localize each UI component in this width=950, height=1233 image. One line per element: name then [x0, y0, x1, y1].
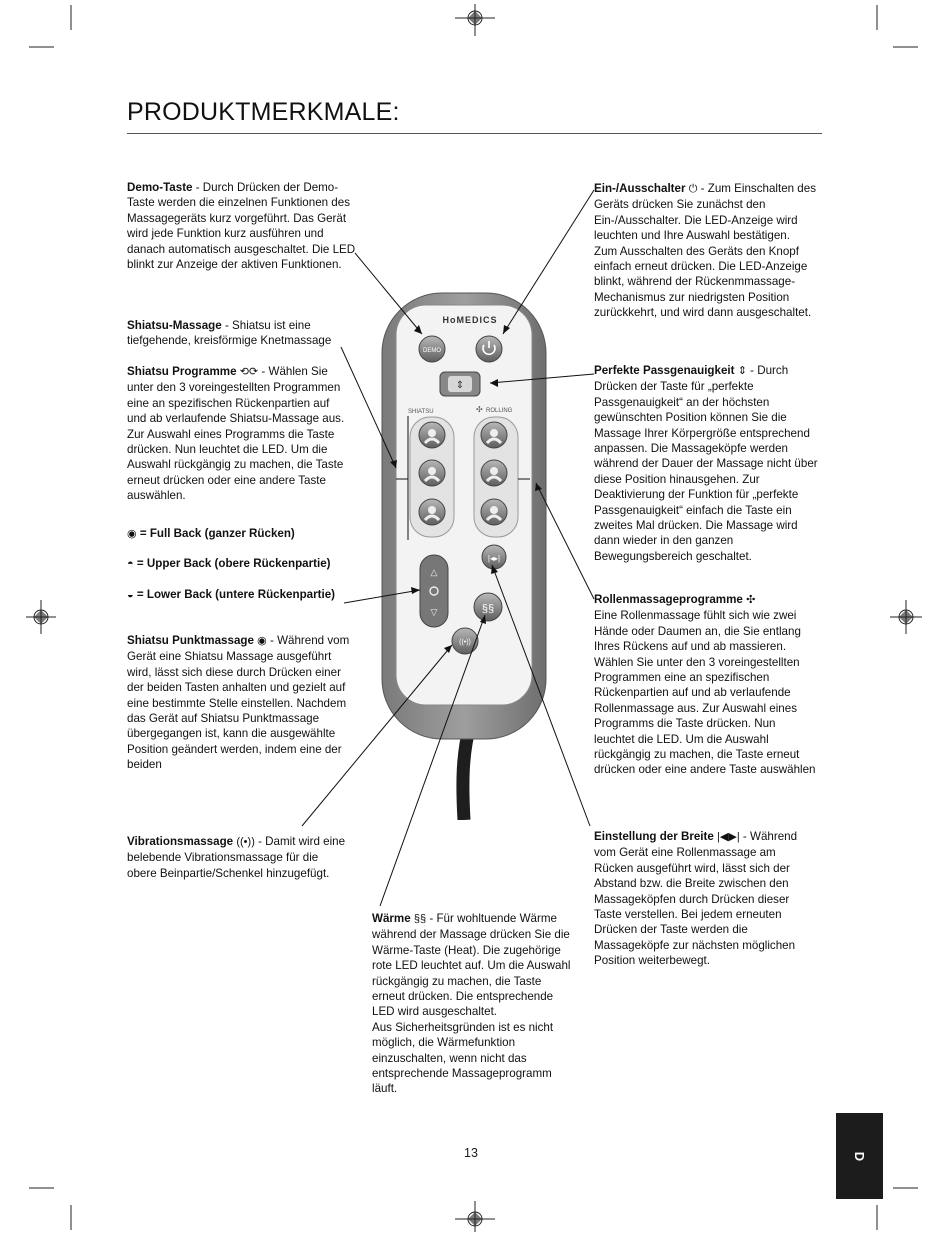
warmth-text: - Für wohltuende Wärme während der Massage drücken Sie die Wärme-Taste (Heat). Die zugehörige rote LED leuchtet auf. Um die Auswahl rückgängig zu machen, die Taste erneut drücken. Die entsprechende LED wird ausgeschaltet.: [372, 912, 571, 1019]
heat-icon: §§: [481, 603, 495, 615]
point-text: - Während vom Gerät eine Shiatsu Massage ausgeführt wird, lässt sich diese durch Drücken einer der beiden Tasten anhalten und gezielt auf eine bestimmte Stelle einstellen. Nachdem das Gerät auf Shiatsu Punktmassage übergegangen ist, kann die ausgewählte Position geändert werden, indem eine der beiden: [127, 634, 350, 772]
lower-back-text: = Lower Back (untere Rückenpartie): [136, 588, 336, 601]
width-description: [594, 829, 812, 969]
demo-heading: Demo-Taste: [127, 181, 193, 194]
upper-back-text: = Upper Back (obere Rückenpartie): [136, 557, 331, 570]
programs-heading: Shiatsu Programme: [127, 365, 237, 378]
rolling-label: ROLLING: [486, 408, 513, 414]
warmth-safety-text: Aus Sicherheitsgründen ist es nicht möglich, die Wärmefunktion einzuschalten, wenn nicht das entsprechende Massageprogramm läuft.: [372, 1020, 554, 1096]
rolling-description: [594, 592, 818, 778]
width-icon: |◂▸|: [487, 554, 501, 563]
svg-text:△: △: [430, 567, 438, 577]
fit-text: - Durch Drücken der Taste für „perfekte Passgenauigkeit“ an der höchsten gewünschten Position können Sie die Massage Ihrer Körpergröße entsprechend anpassen. Die Massageköpfe werden während der Dauer der Massage nicht über diese Position hinausgehen. Zur Deaktivierung der Funktion für „perfekte Passgenauigkeit“ einfach die Taste ein zweites Mal drücken. Die Massage wird dann wieder in den ganzen Bewegungsbereich geschaltet.: [594, 364, 818, 563]
lower-back-legend: [127, 587, 367, 603]
upper-back-legend: [127, 556, 367, 572]
warmth-heading: Wärme: [372, 912, 411, 925]
rolling-icon: ✣: [476, 405, 483, 414]
language-tab: [836, 1113, 883, 1199]
fit-icon: ⇕: [455, 380, 465, 391]
power-description: [594, 181, 816, 321]
rolling-text: Eine Rollenmassage fühlt sich wie zwei Hände oder Daumen an, die Sie entlang Ihres Rückens auf und ab massieren. Wählen Sie unter den 3 voreingestellten Programmen eine an spezifischen Rückenpartien auf und ab verlaufende Rollenmassage aus. Zur Auswahl eines Programms die Taste drücken. Nun leuchtet die LED. Um die Auswahl rückgängig zu machen, die Taste erneut drücken oder eine andere Taste auswählen: [594, 609, 816, 777]
page-title: PRODUKTMERKMALE:: [127, 98, 400, 126]
upper-back-icon: ◓: [127, 558, 134, 570]
full-back-icon: ◉: [127, 528, 137, 540]
vibration-icon: ((•)): [459, 639, 471, 646]
width-text: - Während vom Gerät eine Rollenmassage am Rücken ausgeführt wird, lässt sich der Abstand bzw. die Breite zwischen den Massageköpfen durch Drücken dieser Taste verstellen. Bei jedem erneuten Drücken der Taste werden die Massageköpfe zur nächsten möglichen Position weiterbewegt.: [594, 830, 798, 968]
vibration-text: - Damit wird eine belebende Vibrationsmassage für die obere Beinpartie/Schenkel hinzugefügt.: [127, 835, 346, 880]
vibration-heading: Vibrationsmassage: [127, 835, 234, 848]
warmth-description: [372, 911, 572, 1097]
power-heading: Ein-/Ausschalter: [594, 182, 686, 195]
power-text: - Zum Einschalten des Geräts drücken Sie zunächst den Ein-/Ausschalter. Die LED-Anzeige wird leuchten und Ihre Auswahl bestätigen. Zum Ausschalten des Geräts den Knopf einfach erneut drücken. Die LED-Anzeige blinkt, während der Rückenmmassage-Mechanismus zur niedrigsten Position zurückkehrt, und wird dann ausgeschaltet.: [594, 182, 817, 320]
rolling-heading: Rollenmassageprogramme: [594, 593, 743, 606]
width-heading: Einstellung der Breite: [594, 830, 714, 843]
full-back-legend: [127, 526, 367, 542]
demo-text: - Durch Drücken der Demo-Taste werden die einzelnen Funktionen des Massagegeräts kurz vorgeführt. Das Gerät wird jede Funktion kurz ausführen und danach automatisch ausgeschaltet. Die LED blinkt zur Anzeige der aktiven Funktionen.: [127, 181, 356, 272]
heat-icon-text: §§: [413, 913, 427, 925]
width-icon-text: |◀▶|: [717, 831, 740, 843]
fit-icon-text: ⇕: [737, 365, 747, 377]
point-massage-description: [127, 633, 351, 773]
vibration-icon-text: ((•)): [236, 836, 255, 848]
target-icon: ◉: [257, 635, 267, 647]
shiatsu-heading: Shiatsu-Massage: [127, 319, 222, 332]
full-back-text: = Full Back (ganzer Rücken): [139, 527, 295, 540]
power-icon-text: ⏻: [688, 183, 698, 195]
shiatsu-description: [127, 318, 359, 349]
programs-text: - Wählen Sie unter den 3 voreingestellten Programmen eine an spezifischen Rückenpartien auf und ab verlaufende Shiatsu-Massage aus. Zur Auswahl eines Programms die Taste drücken. Nun leuchtet die LED. Um die Auswahl rückgängig zu machen, die Taste erneut drücken oder eine andere Taste auswählen.: [127, 365, 345, 503]
demo-label: DEMO: [423, 348, 441, 354]
shiatsu-programs-description: [127, 364, 349, 504]
shiatsu-program-icon: ⟲⟳: [239, 366, 259, 378]
shiatsu-label: SHIATSU: [408, 409, 434, 415]
brand-logo: HoMEDICS: [442, 315, 498, 325]
vibration-description: [127, 834, 347, 881]
svg-text:▽: ▽: [430, 607, 438, 617]
fit-description: [594, 363, 822, 564]
language-tab-label: D: [851, 1151, 867, 1161]
rolling-icon-text: ✣: [746, 594, 756, 606]
shiatsu-text: - Shiatsu ist eine tiefgehende, kreisförmige Knetmassage: [127, 319, 332, 348]
fit-heading: Perfekte Passgenauigkeit: [594, 364, 735, 377]
point-heading: Shiatsu Punktmassage: [127, 634, 254, 647]
demo-description: [127, 180, 359, 272]
page-number: 13: [464, 1146, 478, 1160]
lower-back-icon: ◒: [127, 589, 134, 601]
